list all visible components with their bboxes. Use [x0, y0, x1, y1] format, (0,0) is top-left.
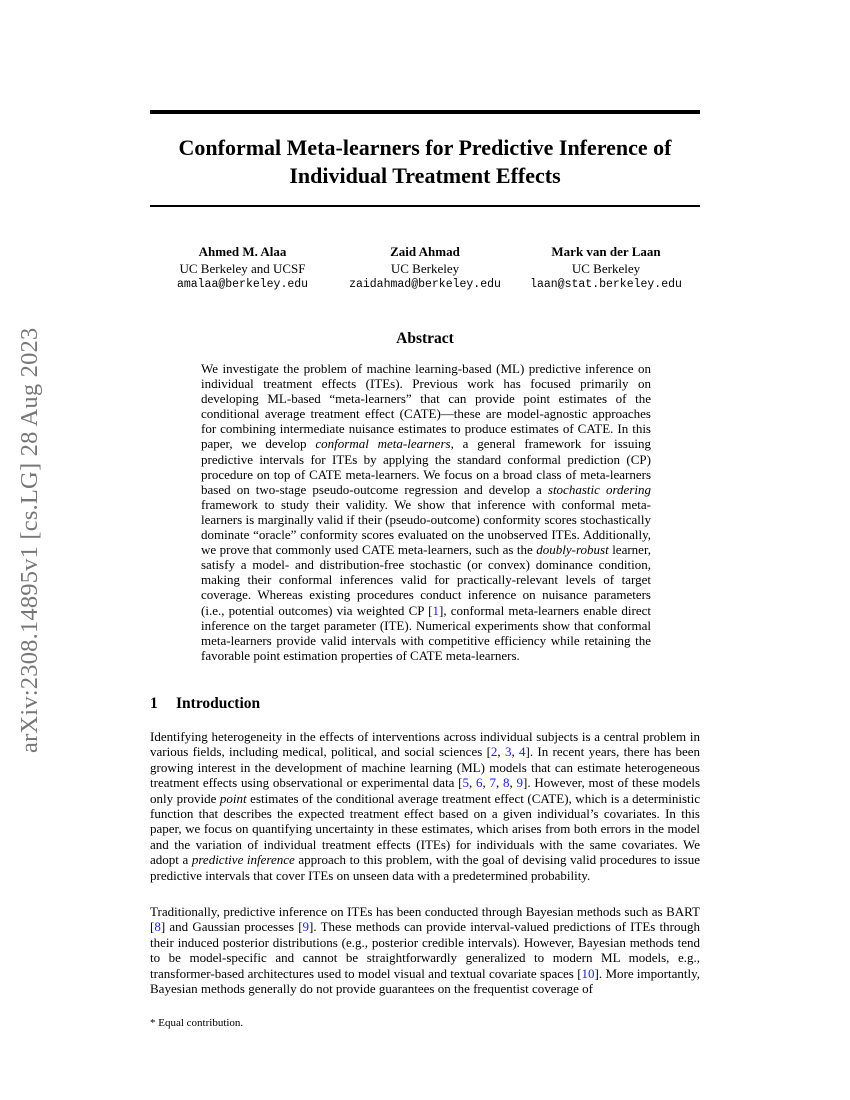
author-name: Zaid Ahmad: [390, 244, 460, 259]
author-1: [160, 244, 325, 294]
citation-link[interactable]: 9: [302, 919, 310, 935]
section-title: Introduction: [176, 695, 261, 712]
author-block: [150, 244, 700, 304]
citation-link[interactable]: 8: [154, 919, 161, 935]
citation-link[interactable]: 6: [476, 775, 483, 791]
citation-link[interactable]: 10: [581, 965, 595, 981]
abstract-heading: Abstract: [396, 330, 454, 347]
author-affiliation: UC Berkeley: [390, 260, 460, 276]
arxiv-identifier-stamp: arXiv:2308.14895v1 [cs.LG] 28 Aug 2023: [16, 327, 43, 753]
title-bottom-rule: [150, 205, 700, 207]
citation-link[interactable]: 3: [504, 744, 512, 760]
author-name: Ahmed M. Alaa: [198, 244, 287, 259]
section-heading: [150, 695, 260, 713]
citation-link[interactable]: 8: [503, 775, 510, 791]
author-email: zaidahmad@berkeley.edu: [349, 278, 501, 291]
author-affiliation: UC Berkeley and UCSF: [179, 260, 306, 276]
citation-link[interactable]: 7: [489, 775, 497, 791]
paper-title: Conformal Meta-learners for Predictive Inference of Individual Treatment Effects: [178, 135, 672, 188]
intro-paragraph-2: Traditionally, predictive inference on ITEs has been conducted through Bayesian methods such as BART [8] and Gaussian processes [9]. These methods can provide interval-valued predictions of ITEs through their induced posterior distributions (e.g., posterior credible intervals). However, Bayesian methods tend to be model-specific and cannot be straightforwardly generalized to modern ML models, e.g., transformer-based architectures used to model visual and textual covariate spaces [10]. More importantly, Bayesian methods generally do not provide guarantees on the frequentist coverage of: [150, 904, 700, 997]
citation-link[interactable]: 4: [519, 744, 526, 760]
abstract-text: We investigate the problem of machine learning-based (ML) predictive inference on individual treatment effects (ITEs). Previous work has focused primarily on developing ML-based “meta-learners” that can provide point estimates of the conditional average treatment effect (CATE)—these are model-agnostic approaches for combining intermediate nuisance estimates to produce estimates of CATE. In this paper, we develop conformal meta-learners, a general framework for issuing predictive intervals for ITEs by applying the standard conformal prediction (CP) procedure on top of CATE meta-learners. We focus on a broad class of meta-learners based on two-stage pseudo-outcome regression and develop a stochastic ordering framework to study their validity. We show that inference with conformal meta-learners is marginally valid if their (pseudo-outcome) conformity scores stochastically dominate “oracle” conformity scores evaluated on the unobserved ITEs. Additionally, we prove that commonly used CATE meta-learners, such as the doubly-robust learner, satisfy a model- and distribution-free stochastic (or convex) dominance condition, making their conformal inferences valid for practically-relevant levels of target coverage. Whereas existing procedures conduct inference on nuisance parameters (i.e., potential outcomes) via weighted CP [1], conformal meta-learners enable direct inference on the target parameter (ITE). Numerical experiments show that conformal meta-learners provide valid intervals with competitive efficiency while retaining the favorable point estimation properties of CATE meta-learners.: [201, 361, 651, 663]
footnote: * Equal contribution.: [150, 1017, 244, 1029]
author-2: [330, 244, 520, 294]
author-name: Mark van der Laan: [551, 244, 661, 259]
citation-link[interactable]: 5: [462, 775, 470, 791]
author-email: laan@stat.berkeley.edu: [530, 278, 682, 291]
section-number: 1: [150, 695, 158, 712]
citation-link[interactable]: 9: [516, 775, 524, 791]
title-top-rule: [150, 110, 700, 114]
author-affiliation: UC Berkeley: [571, 260, 641, 276]
author-3: [522, 244, 690, 294]
citation-link[interactable]: 1: [432, 602, 439, 618]
citation-link[interactable]: 2: [490, 744, 498, 760]
intro-paragraph-1: Identifying heterogeneity in the effects of interventions across individual subjects is a central problem in various fields, including medical, political, and social sciences [2, 3, 4]. In recent years, there has been growing interest in the development of machine learning (ML) models that can estimate heterogeneous treatment effects using observational or experimental data [5, 6, 7, 8, 9]. However, most of these models only provide point estimates of the conditional average treatment effect (CATE), which is a deterministic function that describes the expected treatment effect based on a given individual’s covariates. In this paper, we focus on quantifying uncertainty in these estimates, which arises from both errors in the model and the variation of individual treatment effects (ITEs) for individuals with the same covariates. We adopt a predictive inference approach to this problem, with the goal of devising valid procedures to issue predictive intervals that cover ITEs on unseen data with a predetermined probability.: [150, 729, 701, 883]
author-email: amalaa@berkeley.edu: [176, 278, 309, 291]
